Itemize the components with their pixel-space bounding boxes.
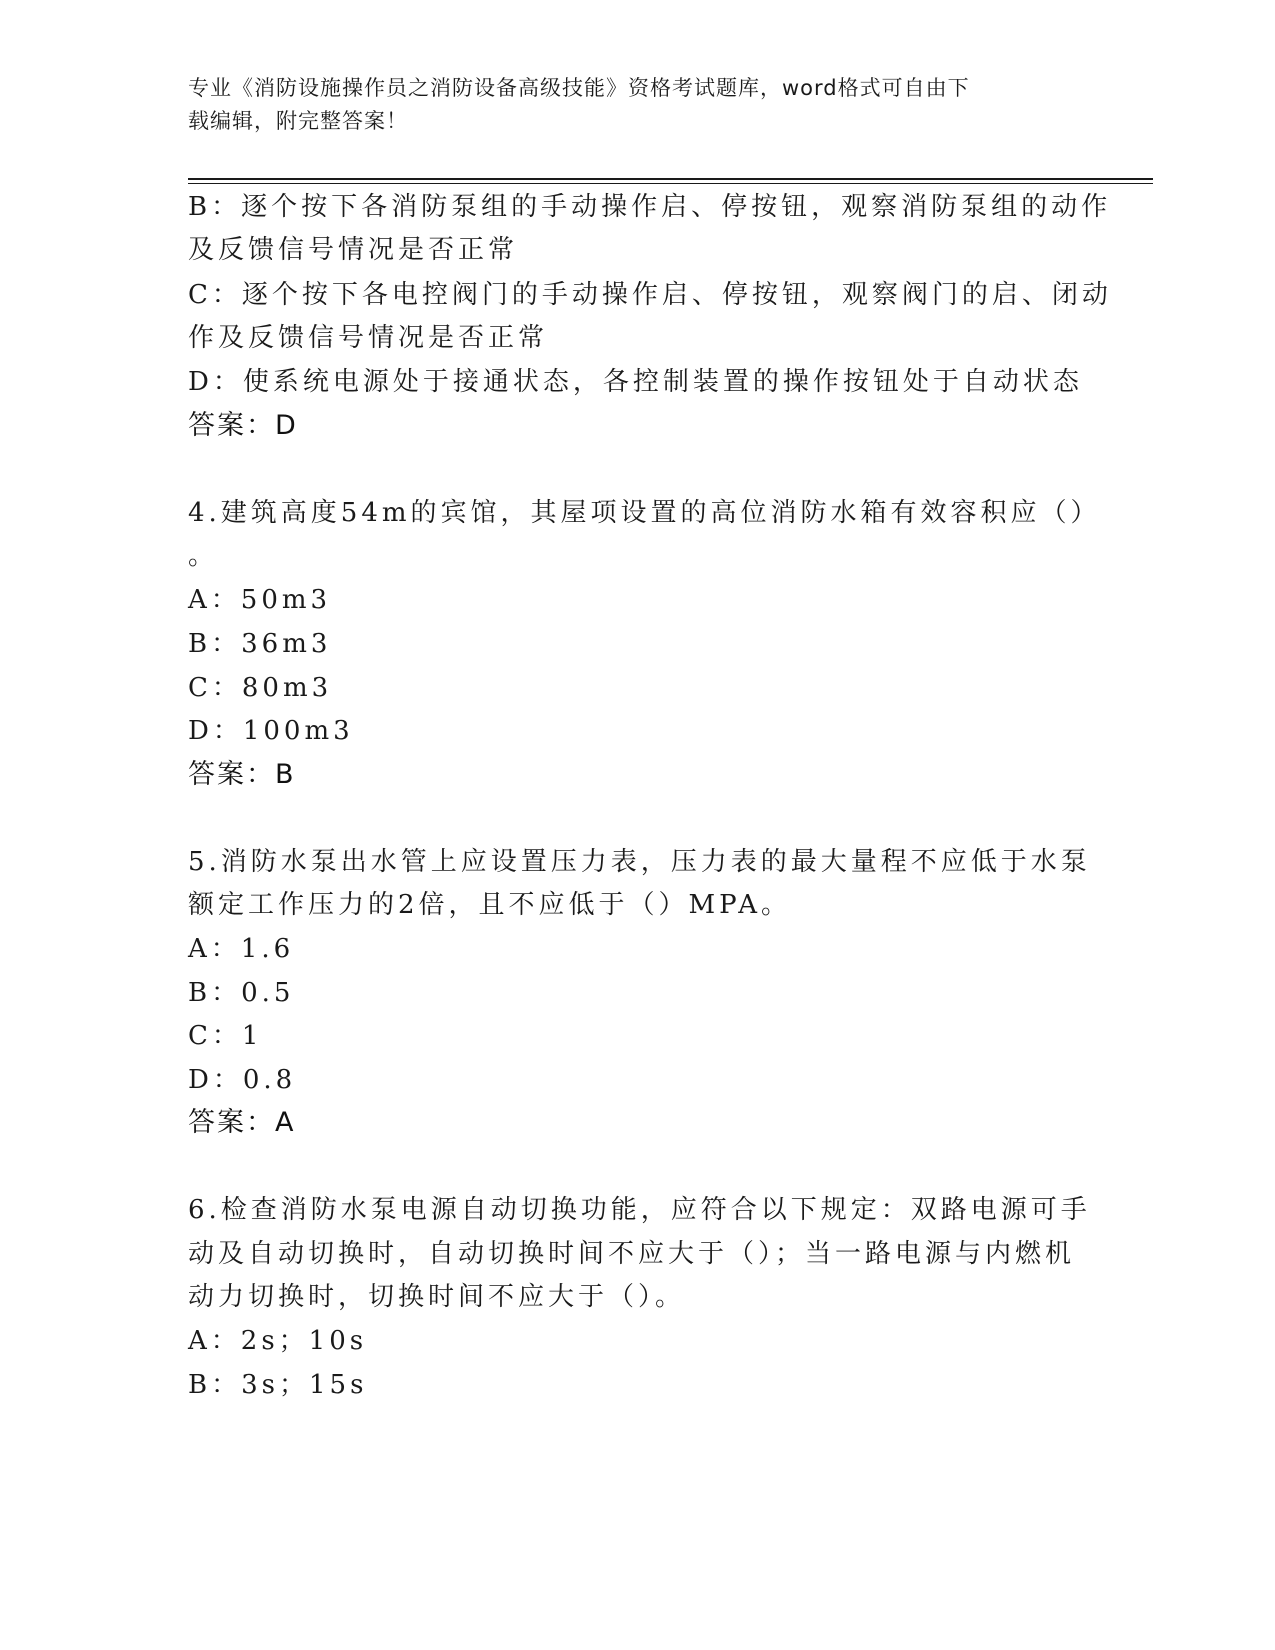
q5-stem-line-2: 额定工作压力的2倍，且不应低于（）MPA。 xyxy=(188,890,792,920)
q3-option-b-line-2: 及反馈信号情况是否正常 xyxy=(188,235,519,265)
header-line-2: 载编辑，附完整答案！ xyxy=(188,109,408,133)
q3-option-d: D：使系统电源处于接通状态，各控制装置的操作按钮处于自动状态 xyxy=(188,367,1083,397)
q6-stem-line-3: 动力切换时，切换时间不应大于（）。 xyxy=(188,1282,686,1312)
header-line-1: 专业《消防设施操作员之消防设备高级技能》资格考试题库，word格式可自由下 xyxy=(188,76,970,100)
q4-option-b: B：36m3 xyxy=(188,629,332,659)
q4-stem-line-2: 。 xyxy=(188,541,219,571)
q5-answer: 答案：A xyxy=(188,1107,296,1138)
header-divider-thin xyxy=(188,183,1153,184)
q5-option-d: D：0.8 xyxy=(188,1065,297,1095)
q6-stem-line-2: 动及自动切换时，自动切换时间不应大于（）；当一路电源与内燃机 xyxy=(188,1239,1076,1269)
q6-stem-line-1: 6.检查消防水泵电源自动切换功能，应符合以下规定：双路电源可手 xyxy=(188,1195,1091,1225)
document-header xyxy=(188,72,1088,138)
q3-option-b-line-1: B：逐个按下各消防泵组的手动操作启、停按钮，观察消防泵组的动作 xyxy=(188,192,1112,222)
q4-option-d: D：100m3 xyxy=(188,716,354,746)
q5-option-c: C：1 xyxy=(188,1021,263,1051)
q3-option-c-line-2: 作及反馈信号情况是否正常 xyxy=(188,323,549,353)
q5-stem-line-1: 5.消防水泵出水管上应设置压力表，压力表的最大量程不应低于水泵 xyxy=(188,847,1091,877)
q6-option-b: B：3s；15s xyxy=(188,1370,368,1400)
q4-option-c: C：80m3 xyxy=(188,673,333,703)
q4-stem-line-1: 4.建筑高度54m的宾馆，其屋项设置的高位消防水箱有效容积应（） xyxy=(188,498,1101,528)
q6-option-a: A：2s；10s xyxy=(188,1326,368,1356)
q3-answer: 答案：D xyxy=(188,410,298,441)
q4-answer: 答案：B xyxy=(188,759,296,790)
header-divider-thick xyxy=(188,178,1153,180)
q5-option-b: B：0.5 xyxy=(188,978,295,1008)
q5-option-a: A：1.6 xyxy=(188,934,295,964)
q4-option-a: A：50m3 xyxy=(188,585,332,615)
q3-option-c-line-1: C：逐个按下各电控阀门的手动操作启、停按钮，观察阀门的启、闭动 xyxy=(188,280,1112,310)
